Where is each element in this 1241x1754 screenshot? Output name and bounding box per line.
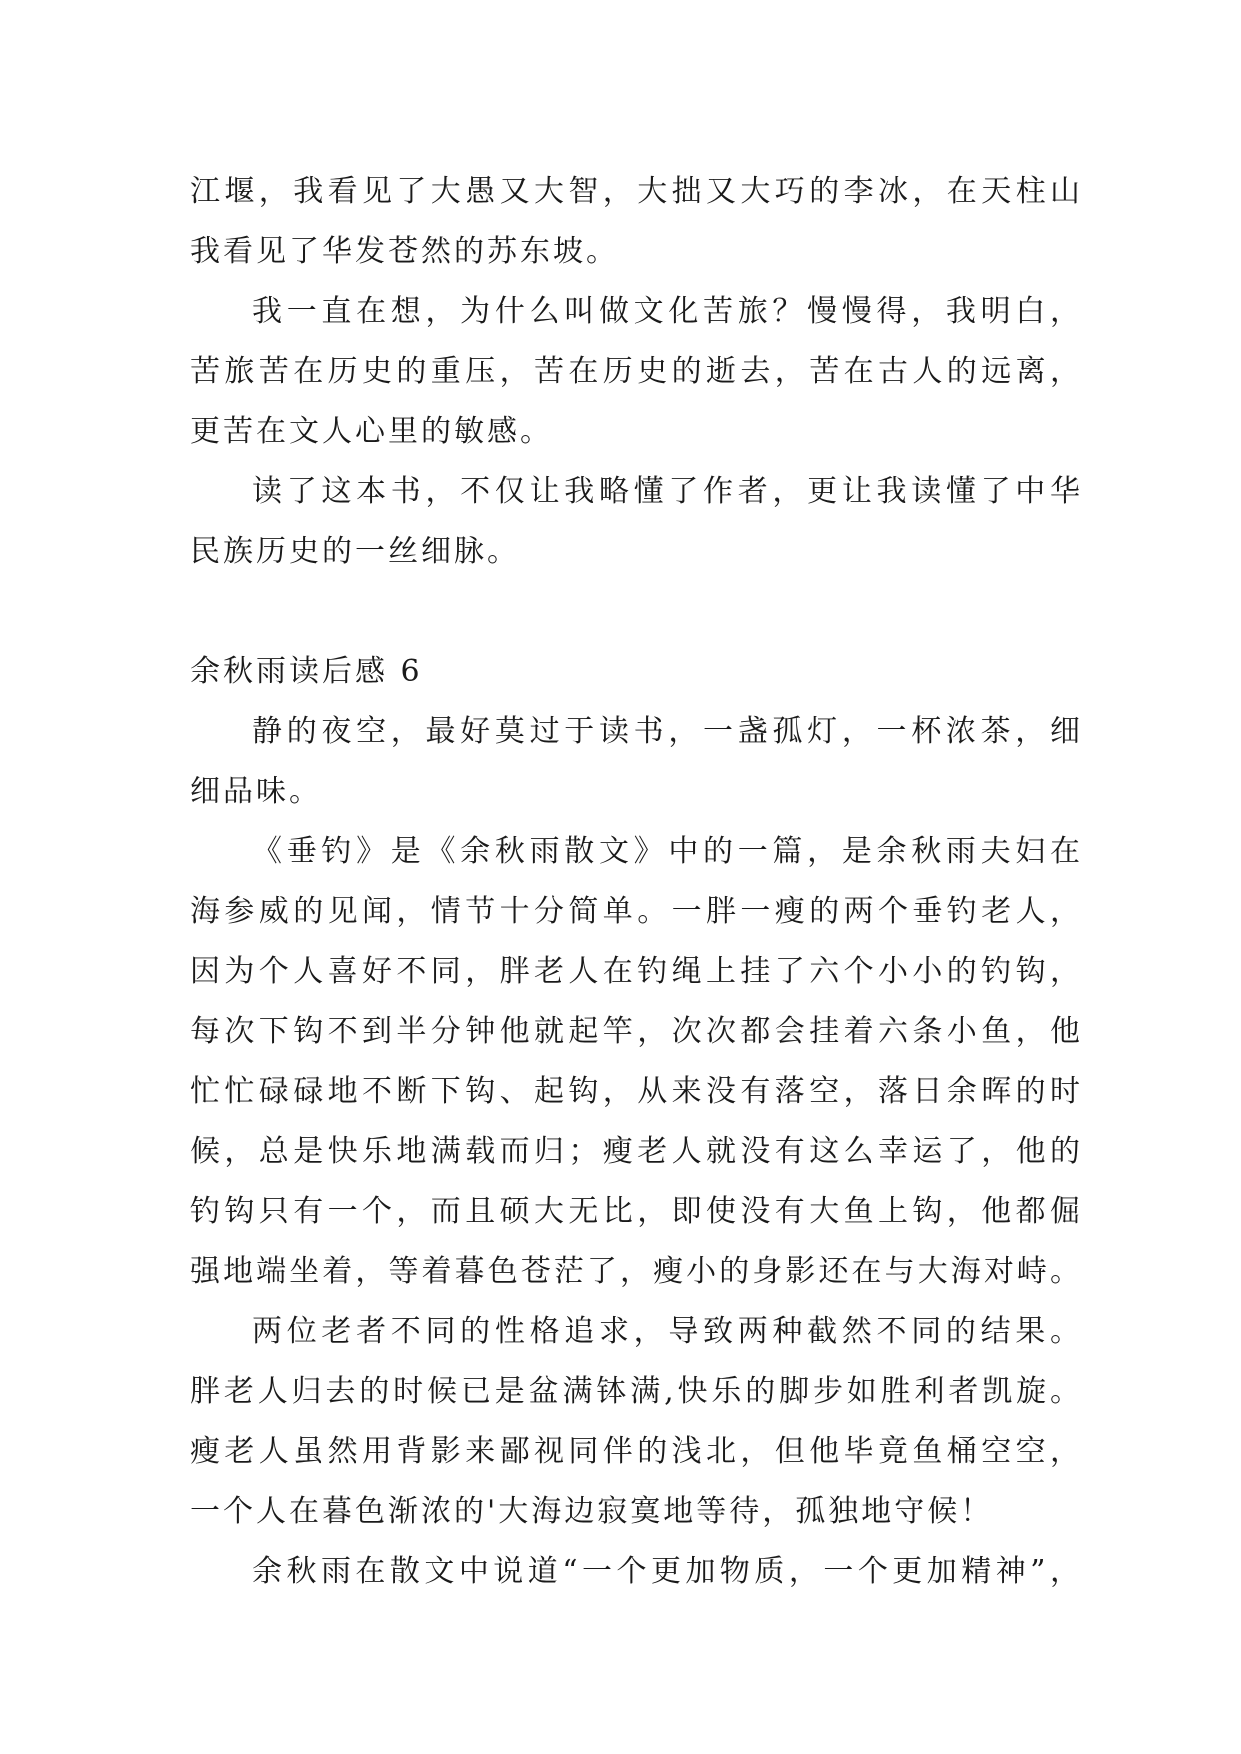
text-line: 《垂钓》是《余秋雨散文》中的一篇，是余秋雨夫妇在 bbox=[252, 834, 1080, 869]
document-body bbox=[190, 162, 1080, 1602]
text-line: 细品味。 bbox=[190, 774, 322, 809]
section-before bbox=[190, 162, 1080, 582]
text-line: 静的夜空，最好莫过于读书，一盏孤灯，一杯浓茶，细 bbox=[252, 714, 1080, 749]
text-line: 因为个人喜好不同，胖老人在钓绳上挂了六个小小的钓钩， bbox=[190, 954, 1080, 989]
text-line: 瘦老人虽然用背影来鄙视同伴的浅北，但他毕竟鱼桶空空， bbox=[190, 1434, 1080, 1469]
text-line: 海参威的见闻，情节十分简单。一胖一瘦的两个垂钓老人， bbox=[190, 894, 1080, 929]
text-line: 钓钩只有一个，而且硕大无比，即使没有大鱼上钩，他都倔 bbox=[190, 1194, 1080, 1229]
text-line: 候，总是快乐地满载而归；瘦老人就没有这么幸运了，他的 bbox=[190, 1134, 1080, 1169]
section-after bbox=[190, 702, 1080, 1602]
text-line: 胖老人归去的时候已是盆满钵满,快乐的脚步如胜利者凯旋。 bbox=[190, 1374, 1080, 1409]
text-line: 我看见了华发苍然的苏东坡。 bbox=[190, 234, 619, 269]
text-line: 苦旅苦在历史的重压，苦在历史的逝去，苦在古人的远离， bbox=[190, 354, 1080, 389]
text-line: 更苦在文人心里的敏感。 bbox=[190, 414, 553, 449]
text-line: 民族历史的一丝细脉。 bbox=[190, 534, 520, 569]
section-heading: 余秋雨读后感 6 bbox=[190, 654, 423, 689]
text-line: 两位老者不同的性格追求，导致两种截然不同的结果。 bbox=[252, 1314, 1080, 1349]
text-line: 我一直在想，为什么叫做文化苦旅？慢慢得，我明白， bbox=[252, 294, 1080, 329]
text-line: 忙忙碌碌地不断下钩、起钩，从来没有落空，落日余晖的时 bbox=[190, 1074, 1080, 1109]
text-line: 江堰，我看见了大愚又大智，大拙又大巧的李冰，在天柱山 bbox=[190, 174, 1080, 209]
text-line: 每次下钩不到半分钟他就起竿，次次都会挂着六条小鱼，他 bbox=[190, 1014, 1080, 1049]
text-line: 余秋雨在散文中说道“一个更加物质，一个更加精神”， bbox=[252, 1554, 1080, 1589]
text-line: 强地端坐着，等着暮色苍茫了，瘦小的身影还在与大海对峙。 bbox=[190, 1254, 1080, 1289]
text-line: 读了这本书，不仅让我略懂了作者，更让我读懂了中华 bbox=[252, 474, 1080, 509]
text-line: 一个人在暮色渐浓的'大海边寂寞地等待，孤独地守候！ bbox=[190, 1494, 994, 1529]
section-gap bbox=[190, 582, 1080, 642]
